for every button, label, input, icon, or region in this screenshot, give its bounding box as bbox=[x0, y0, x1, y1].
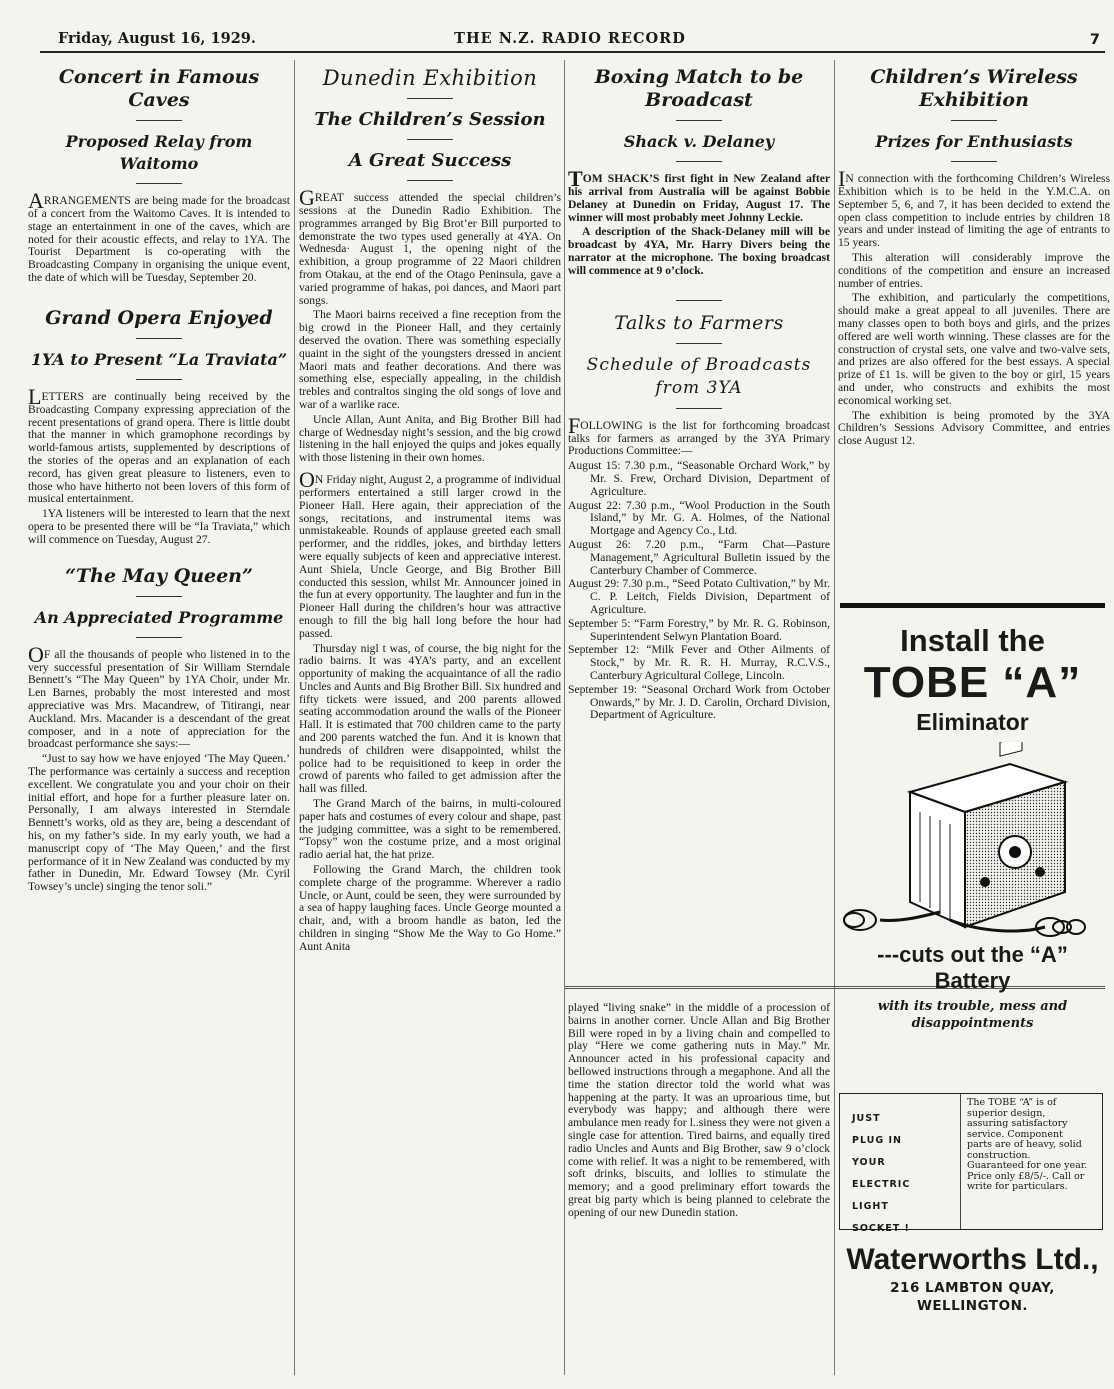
article-subtitle: Proposed Relay from Waitomo bbox=[65, 132, 253, 173]
divider bbox=[676, 408, 722, 409]
drop-cap: O bbox=[299, 466, 315, 492]
drop-cap: F bbox=[568, 412, 581, 438]
eliminator-illustration bbox=[840, 742, 1105, 942]
article-paragraph: Thursday nigl t was, of course, the big night for the radio bairns. It was 4YA’s party, and an excellent opportunity of making the acquaintance of all the radio Uncles and Aunts and Big Brother Bill. Six hundred and fifty tickets were issued, and 200 parents allowed seating accommodation around the walls of the Pioneer Hall. It is estimated that 700 children came to the party and 200 parents watched the fun. And it is known that hundreds of children were disappointed, whilst the police had to be requisitioned to keep in order the crowd of parents who failed to get admission after the hall was filled. bbox=[299, 641, 561, 796]
list-item: September 19: “Seasonal Orchard Work from October Onwards,” by Mr. J. D. Carolin, Orchard Division, Department of Agriculture. bbox=[568, 682, 830, 722]
broadcast-schedule bbox=[568, 460, 830, 722]
ad-headline: Install the bbox=[900, 623, 1045, 658]
article-paragraph: TOM SHACK’S first fight in New Zealand after his arrival from Australia will be against Bobbie Delaney at Dunedin on Friday, August 17. The winner will most probably meet Johnny Leckie. bbox=[568, 166, 830, 224]
list-item: August 22: 7.30 p.m., “Wool Production in the South Island,” by Mr. G. A. Holmes, of the National Mortgage and Agency Co., Ltd. bbox=[568, 498, 830, 538]
article-title: Dunedin Exhibition bbox=[322, 66, 538, 90]
article-title: Children’s Wireless Exhibition bbox=[870, 66, 1078, 111]
drop-cap: G bbox=[299, 185, 315, 210]
article-paragraph: The Grand March of the bairns, in multi-coloured paper hats and costumes of every colour and shape, past the judging committee, was a sight to be remembered. “Topsy” won the costume prize, and a most original radio aerial hat, the hat prize. bbox=[299, 797, 561, 862]
article-title: “The May Queen” bbox=[65, 564, 253, 587]
article-paragraph: played “living snake” in the middle of a procession of bairns in another corner. Uncle Allan and Big Brother Bill were roped in by a living chain and compelled to play “Here we come gathering nuts in May.” Mr. Announcer acted in his professional capacity and bellowed instructions through a megaphone. And all the time the station director told the world what was happening at the party. It was an uproarious time, but everybody was happy; and although there were ambulance men ready for l..siness they were not given a single case for attention. Tired bairns, and equally tired radio Uncles and Aunts and Big Brother, saw 9 o’clock come with relief. It was a night to be remembered, with soft drinks, biscuits, and lollies to stimulate the memory; and a good preliminary effort towards the great big party which is being planned to celebrate the opening of our new Dunedin station. bbox=[568, 1001, 830, 1219]
column-divider bbox=[294, 60, 295, 1375]
divider bbox=[136, 596, 182, 597]
column-divider bbox=[834, 60, 835, 1375]
article-paragraph: FOLLOWING is the list for forthcoming broadcast talks for farmers as arranged by the 3YA Primary Productions Committee:— bbox=[568, 412, 830, 458]
divider bbox=[136, 120, 182, 121]
article-paragraph: The exhibition, and particularly the competitions, should make a great appeal to all juveniles. There are many classes open to both boys and girls, and the prizes offered are well worth winning. These classes are for the construction of crystal sets, one valve and two-valve sets, and prizes are also offered for the best essays. A special prize of £1 1s. will be given to the boy or girl, 15 years and under, who constructs and exhibits the most economical working set. bbox=[838, 291, 1110, 407]
page-number: 7 bbox=[1089, 32, 1100, 48]
divider bbox=[676, 343, 722, 344]
divider bbox=[407, 98, 453, 99]
article-paragraph: OF all the thousands of people who listened in to the very successful presentation of Sir William Sterndale Bennett’s “The May Queen” by 1YA Choir, under Mr. Len Barnes, probably the most interested and most appreciative was Mrs. Macandrew, of Titirangi, near Auckland. Mrs. Macander is a descendant of the great composer, and in a note of appreciation for the broadcast performance she says:— bbox=[28, 641, 290, 751]
divider bbox=[676, 161, 722, 162]
ad-company-name: Waterworths Ltd., bbox=[846, 1243, 1099, 1276]
article-paragraph: “Just to say how we have enjoyed ‘The May Queen.’ The performance was certainly a success and reception excellent. We congratulate you and your choir on their initial effort, and hope for a further pleasure later on. Personally, I am always interested in Sterndale Bennett’s works, old as they are, being a descendant of his, on my father’s side. In my early youth, we had a manuscript copy of ‘The May Queen,’ and the first performance of it in New Zealand was conducted by my father in Dunedin, Mr. Edward Towsey (Mr. Cyril Towsey’s uncle) singing the tenor soli.” bbox=[28, 752, 290, 894]
drop-cap: T bbox=[568, 166, 583, 191]
article-paragraph: LETTERS are continually being received by the Broadcasting Company expressing appreciation of the recent presentations of grand opera. There is little doubt that the manner in which gramophone recordings by world-famous artists, supplemented by descriptions of the stories of the operas and an explanation of each record, has given great pleasure to listeners, even to those who have hitherto not been lovers of this form of musical entertainment. bbox=[28, 383, 290, 506]
article-paragraph: 1YA listeners will be interested to learn that the next opera to be presented there will be “Ia Traviata,” which will commence on Tuesday, August 27. bbox=[28, 507, 290, 546]
column-divider bbox=[564, 60, 565, 1375]
ad-product-name: TOBE “A” bbox=[863, 658, 1082, 707]
column-1 bbox=[28, 60, 290, 1375]
article-title: Concert in Famous Caves bbox=[58, 66, 260, 111]
article-paragraph: IN connection with the forthcoming Children’s Wireless Exhibition which is to be held in the Y.M.C.A. on September 5, 6, and 7, it has been decided to extend the open class competition to include entries by children 18 years and under instead of limiting the age of entrants to 15 years. bbox=[838, 166, 1110, 250]
ad-subtagline: with its trouble, mess and disappointments bbox=[877, 999, 1068, 1031]
article-paragraph: GREAT success attended the special children’s sessions at the Dunedin Radio Exhibition. The programmes arranged by Big Brot’er Bill purported to demonstrate the two types used generally at 4YA. On Wednesda· August 1, the opening night of the exhibition, a group programme of 22 Maori children from Otakau, at the end of the Otago Peninsula, gave a varied programme of hakas, poi dances, and Maori part songs. bbox=[299, 185, 561, 307]
ad-top-rule bbox=[840, 603, 1105, 608]
header-rule bbox=[40, 51, 1105, 53]
divider bbox=[407, 180, 453, 181]
list-item: September 5: “Farm Forestry,” by Mr. R. G. Robinson, Superintendent Selwyn Plantation Board. bbox=[568, 616, 830, 643]
divider bbox=[136, 338, 182, 339]
article-subtitle: Schedule of Broadcasts from 3YA bbox=[586, 354, 812, 398]
article-subtitle: The Children’s Session bbox=[314, 109, 546, 130]
article-paragraph: ON Friday night, August 2, a programme of individual performers entertained a still larger crowd in the Pioneer Hall. Here again, their appreciation of the songs, recitations, and instrumental items was unmistakeable. Rounds of applause greeted each small performer, and the riddles, jokes, and birthday letters were equally subjects of keen and appreciative interest. Aunt Shiela, Uncle George, and Big Brother Bill conducted this session, whilst Mr. Announcer joined in the fun at every opportunity. The laughter and fun in the Pioneer Hall during the children’s hour was attractive enough to fill the big hall long before the hour had passed. bbox=[299, 466, 561, 640]
divider bbox=[136, 379, 182, 380]
list-item: August 26: 7.20 p.m., “Farm Chat—Pasture Management,” Agricultural Bulletin issued by the Canterbury Chamber of Commerce. bbox=[568, 537, 830, 577]
issue-date: Friday, August 16, 1929. bbox=[58, 30, 256, 47]
article-subtitle: An Appreciated Programme bbox=[34, 607, 284, 627]
divider bbox=[407, 139, 453, 140]
article-paragraph: Following the Grand March, the children took complete charge of the programme. Wherever a radio Uncle, or Aunt, could be seen, they were surrounded by a sea of happy laughing faces. Uncle George mounted a chair, and, with a broom handle as baton, led the children in singing “Show Me the Way to Go Home.” Aunt Anita bbox=[299, 863, 561, 953]
advertisement bbox=[840, 603, 1105, 1338]
article-title: Grand Opera Enjoyed bbox=[45, 306, 273, 329]
article-paragraph: A description of the Shack-Delaney mill will be broadcast by 4YA, Mr. Harry Divers being the narrator at the microphone. The boxing broadcast will commence at 9 o’clock. bbox=[568, 225, 830, 277]
article-paragraph: The Maori bairns received a fine reception from the big crowd in the Pioneer Hall, and they certainly deserved the ovation. There was something especially quaint in the sight of the youngsters dressed in ancient Maori mats and feather decorations. And there was something else, especially appealing, in the childish trebles and contraltos singing the old songs of love and war of a warlike race. bbox=[299, 308, 561, 411]
article-title: Boxing Match to be Broadcast bbox=[594, 66, 804, 111]
drop-cap: O bbox=[28, 641, 44, 667]
article-title: Talks to Farmers bbox=[614, 311, 784, 334]
divider bbox=[136, 637, 182, 638]
divider bbox=[951, 120, 997, 121]
ad-address: 216 LAMBTON QUAY, WELLINGTON. bbox=[890, 1280, 1055, 1314]
publication-title: THE N.Z. RADIO RECORD bbox=[454, 30, 686, 47]
drop-cap: A bbox=[28, 188, 44, 213]
ad-tagline: ---cuts out the “A” Battery bbox=[877, 942, 1068, 993]
divider bbox=[676, 120, 722, 121]
article-paragraph: The exhibition is being promoted by the 3YA Children’s Sessions Advisory Committee, and entries close August 12. bbox=[838, 408, 1110, 448]
ad-box-left: JUST PLUG IN YOUR ELECTRIC LIGHT SOCKET ! bbox=[852, 1113, 911, 1234]
article-paragraph: Uncle Allan, Aunt Anita, and Big Brother Bill had charge of Wednesday night’s session, and the big crowd listening in the hall enjoyed the quips and jokes equally with those listening in their own homes. bbox=[299, 412, 561, 465]
divider bbox=[951, 161, 997, 162]
article-subtitle: A Great Success bbox=[348, 150, 512, 171]
ad-info-box bbox=[839, 1093, 1103, 1234]
ad-box-description: The TOBE “A” is of superior design, assuring satisfactory service. Component parts are of heavy, solid construction. Guaranteed for one year. Price only £8/5/-. Call or write for particulars. bbox=[960, 1094, 1095, 1229]
ad-product-type: Eliminator bbox=[916, 709, 1029, 735]
drop-cap: I bbox=[838, 166, 846, 191]
page-header bbox=[40, 30, 1100, 52]
list-item: August 29: 7.30 p.m., “Seed Potato Cultivation,” by Mr. C. P. Leitch, Fields Division, Department of Agriculture. bbox=[568, 577, 830, 616]
article-paragraph: This alteration will considerably improve the conditions of the competition and ensure an increased number of entries. bbox=[838, 250, 1110, 290]
article-subtitle: Shack v. Delaney bbox=[623, 132, 775, 151]
article-subtitle: 1YA to Present “La Traviata” bbox=[30, 349, 288, 369]
list-item: August 15: 7.30 p.m., “Seasonable Orchard Work,” by Mr. S. Frew, Orchard Division, Department of Agriculture. bbox=[568, 459, 830, 498]
column-3 bbox=[568, 60, 830, 1375]
article-paragraph: ARRANGEMENTS are being made for the broadcast of a concert from the Waitomo Caves. It is intended to stage an entertainment in one of the caves, which are noted for their acoustic effects, and relay to 1YA. The Tourist Department is co-operating with the Broadcasting Company in organising the unique event, the date of which will be Tuesday, September 20. bbox=[28, 188, 290, 284]
divider bbox=[676, 300, 722, 301]
drop-cap: L bbox=[28, 383, 42, 409]
article-subtitle: Prizes for Enthusiasts bbox=[875, 132, 1073, 151]
divider bbox=[136, 183, 182, 184]
list-item: September 12: “Milk Fever and Other Ailments of Stock,” by Mr. R. R. H. Murray, R.C.V.S., Canterbury Agricultural College, Lincoln. bbox=[568, 643, 830, 682]
column-2 bbox=[299, 60, 561, 1375]
